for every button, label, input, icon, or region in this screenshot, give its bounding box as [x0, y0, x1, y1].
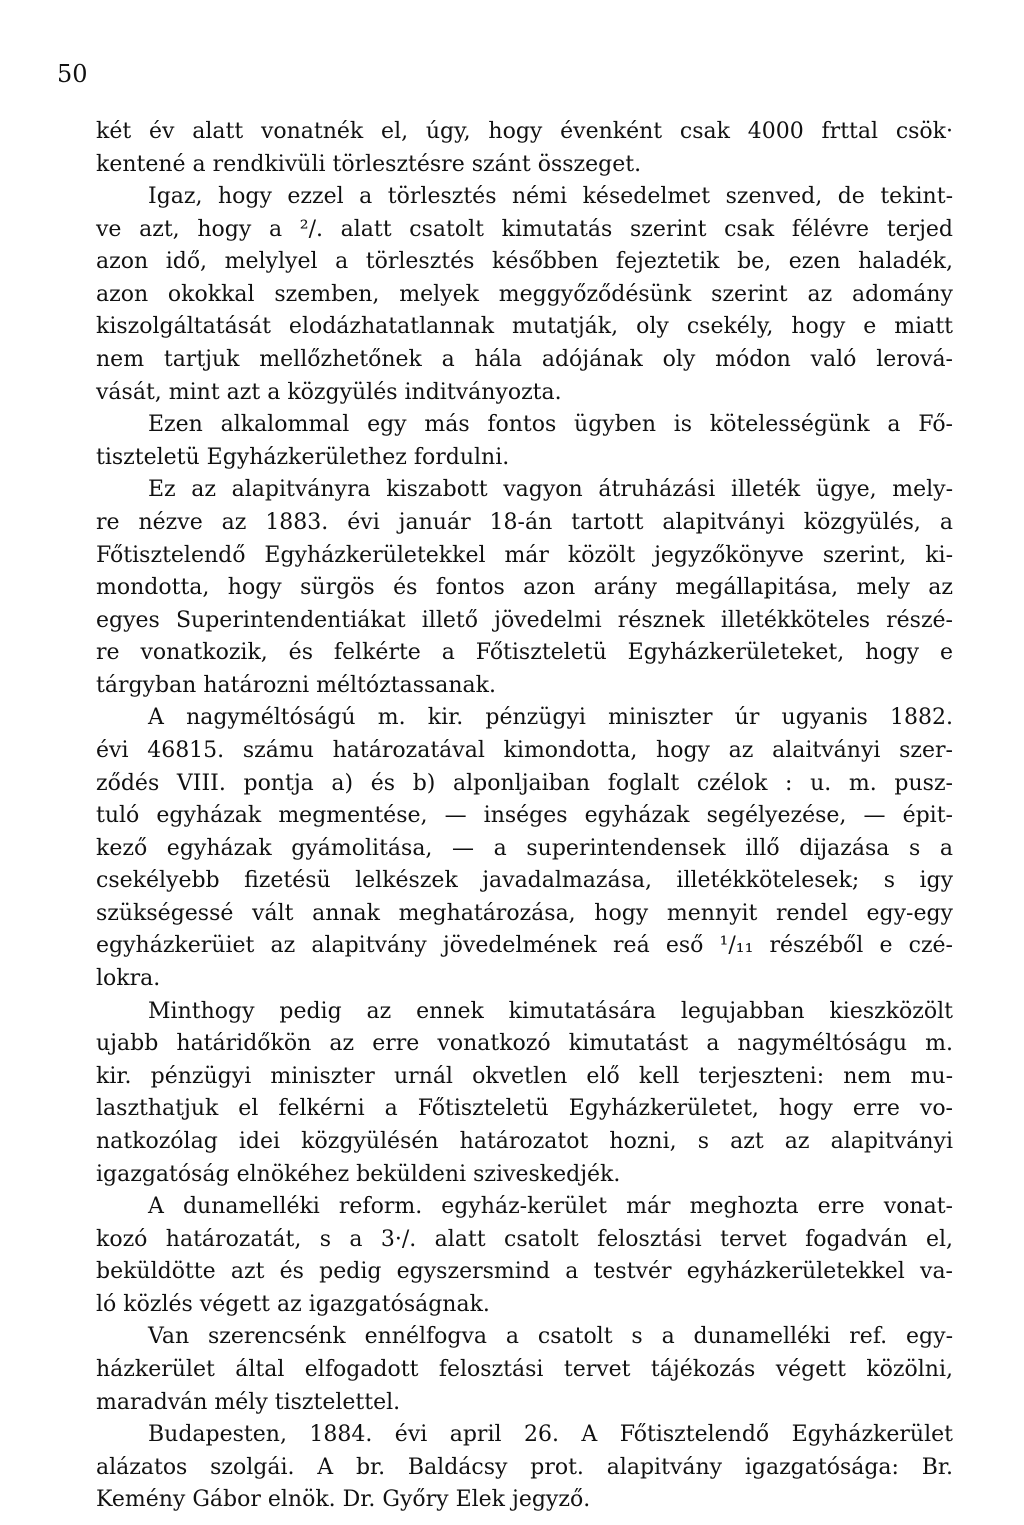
text-line: laszthatjuk el felkérni a Főtiszteletü Egyházkerületet, hogy erre vo- [96, 1096, 953, 1122]
text-line: Igaz, hogy ezzel a törlesztés némi késedelmet szenved, de tekint- [148, 184, 953, 210]
text-line: csekélyebb fizetésü lelkészek javadalmazása, illetékkötelesek; s igy [96, 868, 953, 894]
text-line: azon okokkal szemben, melyek meggyőződésünk szerint az adomány [96, 281, 953, 307]
text-line: azon idő, melylyel a törlesztés későbben fejeztetik be, ezen haladék, [96, 249, 953, 275]
page-number: 50 [57, 60, 88, 88]
text-line: ló közlés végett az igazgatóságnak. [96, 1291, 490, 1317]
text-line: A nagyméltóságú m. kir. pénzügyi miniszter úr ugyanis 1882. [148, 705, 953, 731]
text-line: tuló egyházak megmentése, — inséges egyházak segélyezése, — épit- [96, 803, 953, 829]
text-line: ződés VIII. pontja a) és b) alponljaiban foglalt czélok : u. m. pusz- [96, 770, 953, 796]
text-line: kiszolgáltatását elodázhatatlannak mutatják, oly csekély, hogy e miatt [96, 314, 953, 340]
text-line: kező egyházak gyámolitása, — a superintendensek illő dijazása s a [96, 835, 953, 861]
text-line: natkozólag idei közgyülésén határozatot hozni, s azt az alapitványi [96, 1128, 953, 1154]
text-line: alázatos szolgái. A br. Baldácsy prot. alapitvány igazgatósága: Br. [96, 1454, 953, 1480]
text-line: két év alatt vonatnék el, úgy, hogy évenként csak 4000 frttal csök· [96, 119, 953, 144]
text-line: Van szerencsénk ennélfogva a csatolt s a dunamelléki ref. egy- [148, 1324, 953, 1350]
text-line: Minthogy pedig az ennek kimutatására legujabban kieszközölt [148, 998, 953, 1024]
text-line: kentené a rendkivüli törlesztésre szánt összeget. [96, 151, 642, 177]
text-line: mondotta, hogy sürgös és fontos azon arány megállapitása, mely az [96, 575, 953, 601]
text-line: A dunamelléki reform. egyház-kerület már meghozta erre vonat- [148, 1194, 953, 1220]
text-line: Ez az alapitványra kiszabott vagyon átruházási illeték ügye, mely- [148, 477, 953, 503]
text-line: lokra. [96, 966, 161, 992]
body-text [96, 116, 953, 1517]
text-line: kir. pénzügyi miniszter urnál okvetlen elő kell terjeszteni: nem mu- [96, 1063, 953, 1089]
text-line: re nézve az 1883. évi január 18-án tartott alapitványi közgyülés, a [96, 509, 953, 535]
text-line: egyes Superintendentiákat illető jövedelmi résznek illetékköteles részé- [96, 607, 953, 633]
text-line: ve azt, hogy a ²/. alatt csatolt kimutatás szerint csak félévre terjed [96, 216, 953, 242]
text-line: kozó határozatát, s a 3·/. alatt csatolt felosztási tervet fogadván el, [96, 1226, 953, 1252]
text-line: re vonatkozik, és felkérte a Főtiszteletü Egyházkerületeket, hogy e [96, 640, 953, 666]
text-line: házkerület által elfogadott felosztási tervet tájékozás végett közölni, [96, 1356, 953, 1382]
text-line: tárgyban határozni méltóztassanak. [96, 672, 496, 698]
text-line: ujabb határidőkön az erre vonatkozó kimutatást a nagyméltóságu m. [96, 1031, 953, 1057]
text-line: évi 46815. számu határozatával kimondotta, hogy az alaitványi szer- [96, 737, 953, 763]
text-line: Ezen alkalommal egy más fontos ügyben is kötelességünk a Fő- [148, 412, 953, 438]
text-line: vását, mint azt a közgyülés inditványozta. [96, 379, 562, 405]
text-line: Főtisztelendő Egyházkerületekkel már közölt jegyzőkönyve szerint, ki- [96, 542, 953, 568]
text-line: szükségessé vált annak meghatározása, hogy mennyit rendel egy-egy [96, 900, 953, 926]
text-line: Budapesten, 1884. évi april 26. A Főtisztelendő Egyházkerület [148, 1422, 953, 1448]
text-line: tiszteletü Egyházkerülethez fordulni. [96, 444, 510, 470]
text-line: igazgatóság elnökéhez beküldeni sziveskedjék. [96, 1161, 621, 1187]
text-line: nem tartjuk mellőzhetőnek a hála adójának oly módon való lerová- [96, 347, 953, 373]
text-line: egyházkerüiet az alapitvány jövedelmének reá eső ¹/₁₁ részéből e czé- [96, 933, 953, 959]
text-line: maradván mély tisztelettel. [96, 1389, 401, 1415]
text-line: Kemény Gábor elnök. Dr. Győry Elek jegyző. [96, 1487, 591, 1513]
text-line: beküldötte azt és pedig egyszersmind a testvér egyházkerületekkel va- [96, 1259, 953, 1285]
